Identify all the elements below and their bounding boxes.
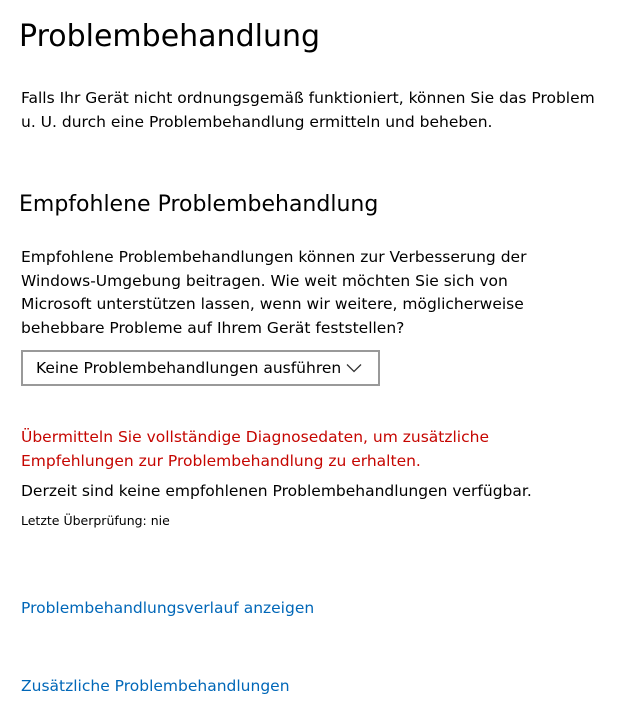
recommended-heading: Empfohlene Problembehandlung <box>19 192 379 217</box>
last-check-text: Letzte Überprüfung: nie <box>21 513 170 528</box>
recommended-description: Empfohlene Problembehandlungen können zur Verbesserung der Windows-Umgebung beitragen. Wie weit möchten Sie sich von Microsoft unterstützen lassen, wenn wir weitere, möglicherweise behebbare Probleme auf Ihrem Gerät feststellen? <box>21 248 527 337</box>
full-diagnostic-data-link[interactable]: Übermitteln Sie vollständige Diagnosedaten, um zusätzliche Empfehlungen zur Problembehandlung zu erhalten. <box>21 428 489 470</box>
chevron-down-icon <box>344 362 364 374</box>
additional-troubleshooters-link[interactable]: Zusätzliche Problembehandlungen <box>21 677 290 695</box>
troubleshooting-preference-dropdown[interactable] <box>21 350 380 386</box>
intro-text: Falls Ihr Gerät nicht ordnungsgemäß funktioniert, können Sie das Problem u. U. durch eine Problembehandlung ermitteln und beheben. <box>21 89 595 131</box>
troubleshooting-history-link[interactable]: Problembehandlungsverlauf anzeigen <box>21 599 315 617</box>
no-recommendations-status: Derzeit sind keine empfohlenen Problembehandlungen verfügbar. <box>21 482 532 500</box>
page-title: Problembehandlung <box>19 19 321 54</box>
dropdown-selected-value: Keine Problembehandlungen ausführen <box>36 359 342 377</box>
